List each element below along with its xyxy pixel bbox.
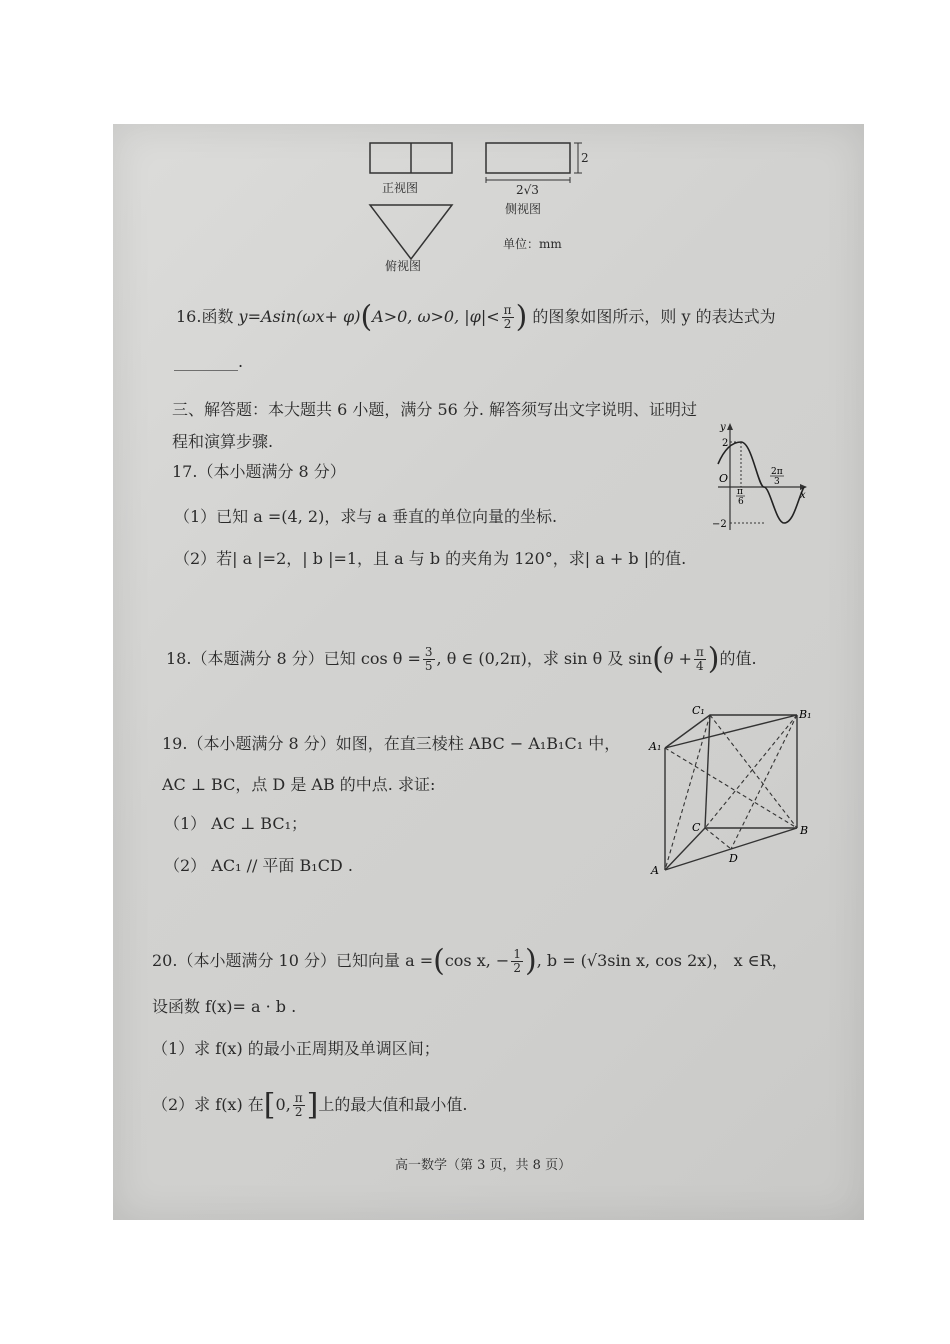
q18-suffix: 的值.: [719, 649, 757, 668]
q18-text: 18.（本题满分 8 分）已知 cos θ = $\frac{3}{5}$ , θ ∈ (0,2π)，求 sin θ 及 sin(θ + $\frac{\pi}{4}$ )的值.: [166, 641, 757, 677]
section3-line1: 三、解答题：本大题共 6 小题，满分 56 分. 解答须写出文字说明、证明过: [172, 400, 698, 419]
prism-figure: [645, 700, 825, 880]
graph-tick2-den: 3: [774, 477, 780, 487]
graph-x-label: x: [800, 490, 806, 501]
three-view-figure: [360, 135, 610, 275]
q20-zero: 0,: [275, 1095, 291, 1114]
q18-mid: , θ ∈ (0,2π)，求 sin θ 及 sin: [436, 649, 653, 668]
graph-ymax: 2: [722, 438, 729, 449]
q16-suffix: 的图象如图所示，则 y 的表达式为: [532, 307, 776, 326]
q16-func: y=Asin(ωx+ φ): [238, 307, 361, 326]
label-C: C: [692, 821, 701, 834]
front-view-label: 正视图: [382, 181, 419, 195]
side-view-label: 侧视图: [505, 202, 542, 216]
unit-label: 单位：mm: [503, 237, 562, 251]
q20-part2: （2）求 f(x) 在[0, $\frac{\pi}{2}$ ]上的最大值和最小值.: [152, 1087, 468, 1123]
q19-line1: 19.（本小题满分 8 分）如图，在直三棱柱 ABC − A₁B₁C₁ 中，: [162, 734, 621, 753]
q20-two2: 2: [294, 1105, 303, 1119]
q19-line2: AC ⊥ BC，点 D 是 AB 的中点. 求证:: [162, 775, 436, 794]
q16-two: 2: [503, 317, 512, 331]
top-view: [370, 205, 452, 259]
q20-bpart: , b = (√3sin x, cos 2x)， x ∈R，: [536, 951, 788, 970]
q16-text: 16.函数 y=Asin(ωx+ φ)(A>0, ω>0, |φ|< $\frac{\pi}{2}$ ) 的图象如图所示，则 y 的表达式为: [176, 299, 776, 335]
q20-cosx: cos x, −: [444, 951, 510, 970]
q18-num: 3: [424, 645, 433, 659]
q19-part2: （2） AC₁ // 平面 B₁CD .: [164, 856, 353, 875]
graph-ymin: −2: [712, 519, 727, 530]
q17-part1: （1）已知 a =(4, 2)，求与 a 垂直的单位向量的坐标.: [174, 507, 558, 526]
q19-part1: （1） AC ⊥ BC₁；: [164, 814, 307, 833]
q20-one: 1: [513, 947, 521, 961]
section3-line2: 程和演算步骤.: [172, 432, 274, 451]
label-A: A: [651, 864, 659, 877]
label-B1: B₁: [799, 708, 812, 721]
label-D: D: [729, 852, 738, 865]
q20-p2b: 上的最大值和最小值.: [318, 1095, 468, 1114]
graph-origin: O: [719, 472, 729, 485]
q16-blank: ________.: [174, 352, 244, 371]
label-B: B: [800, 824, 809, 837]
side-view: [486, 143, 570, 173]
q20-prefix: 20.（本小题满分 10 分）已知向量 a =: [152, 951, 434, 970]
q18-theta: θ +: [663, 649, 692, 668]
page-footer: 高一数学（第 3 页，共 8 页）: [395, 1158, 572, 1173]
top-view-label: 俯视图: [385, 259, 422, 273]
side-width-label: 2√3: [516, 183, 539, 197]
q20-part1: （1）求 f(x) 的最小正周期及单调区间；: [152, 1039, 440, 1058]
graph-y-label: y: [720, 422, 726, 433]
q17-title: 17.（本小题满分 8 分）: [172, 462, 346, 481]
q20-line1: 20.（本小题满分 10 分）已知向量 a =(cos x, − $\frac{1}{2}$ ), b = (√3sin x, cos 2x)， x ∈R，: [152, 943, 788, 979]
graph-tick1-den: 6: [738, 497, 744, 507]
q20-two: 2: [513, 961, 521, 975]
q18-four: 4: [696, 659, 704, 673]
graph-tick2-num: 2π: [771, 467, 783, 477]
label-C1: C₁: [692, 704, 705, 717]
label-A1: A₁: [649, 740, 662, 753]
sine-graph: [708, 420, 808, 535]
graph-tick1-num: π: [737, 487, 743, 497]
q18-pi: π: [695, 645, 704, 659]
q16-prefix: 16.函数: [176, 307, 239, 326]
q18-prefix: 18.（本题满分 8 分）已知 cos θ =: [166, 649, 421, 668]
q16-cond: A>0, ω>0, |φ|<: [372, 307, 500, 326]
q20-line2: 设函数 f(x)= a · b .: [152, 997, 297, 1016]
q16-pi: π: [503, 303, 512, 317]
q17-part2: （2）若| a |=2，| b |=1，且 a 与 b 的夹角为 120°，求| a + b |的值.: [174, 549, 687, 568]
q18-den: 5: [424, 659, 433, 673]
q20-pi: π: [294, 1091, 303, 1105]
q20-p2a: （2）求 f(x) 在: [152, 1095, 264, 1114]
side-height-label: 2: [581, 151, 589, 165]
sine-curve: [718, 442, 804, 523]
